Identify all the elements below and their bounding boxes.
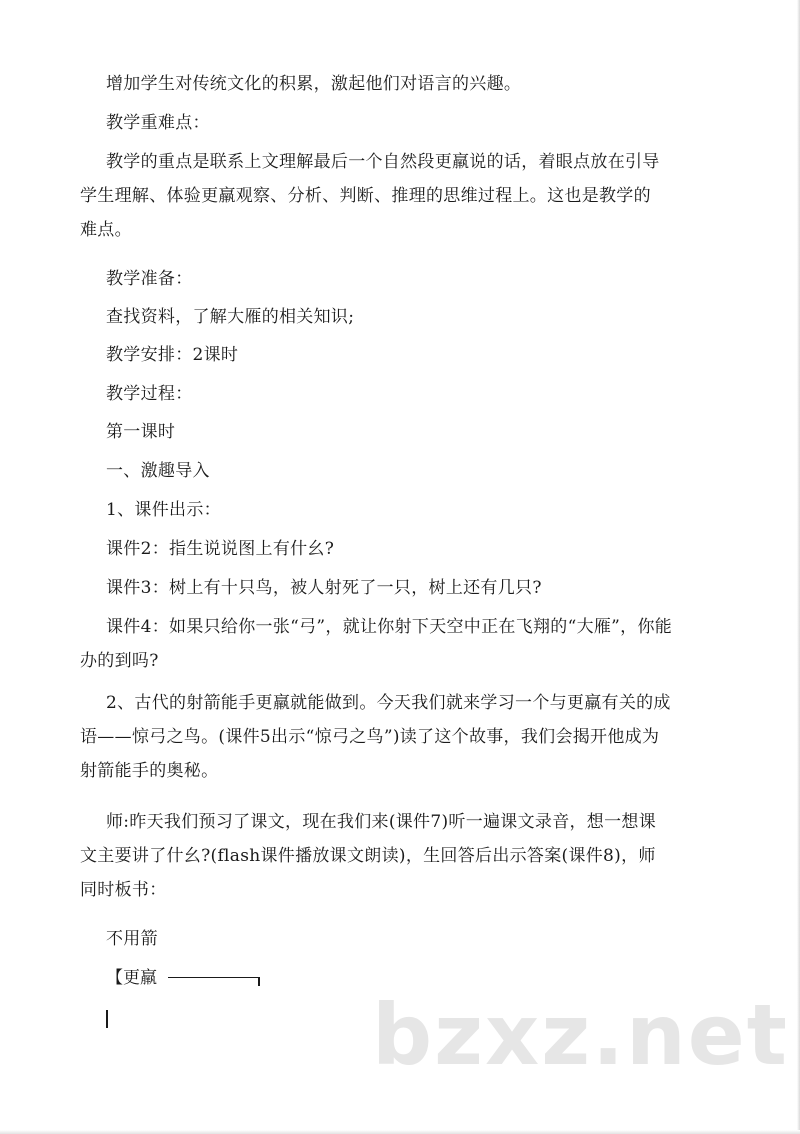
- text-line: 教学安排：2课时: [106, 345, 239, 365]
- paragraph-courseware-4: [80, 610, 706, 678]
- text-line: 2、古代的射箭能手更羸就能做到。今天我们就来学习一个与更羸有关的成: [106, 693, 671, 713]
- text-line: 教学的重点是联系上文理解最后一个自然段更羸说的话，着眼点放在引导: [106, 152, 660, 172]
- text-line: 射箭能手的奥秘。: [80, 761, 219, 781]
- blackboard-text: 不用箭: [106, 929, 158, 949]
- paragraph-archer: [80, 686, 706, 788]
- text-line: 文主要讲了什幺?(flash课件播放课文朗读)，生回答后出示答案(课件8)，师: [80, 846, 656, 866]
- section-heading-process: 教学过程：: [106, 384, 193, 404]
- section-heading-preparation: 教学准备：: [106, 269, 193, 289]
- text-line: 1、课件出示：: [106, 500, 221, 520]
- text-line: 课件4：如果只给你一张“弓”，就让你射下天空中正在飞翔的“大雁”，你能: [106, 617, 673, 637]
- text-line: 课件3：树上有十只鸟，被人射死了一只，树上还有几只?: [106, 578, 542, 598]
- blackboard-bracket-label: 【更羸: [106, 968, 157, 988]
- text-line: 查找资料，了解大雁的相关知识;: [106, 307, 355, 327]
- paragraph-key-points: [80, 145, 706, 247]
- watermark: bzxz.net: [372, 986, 789, 1084]
- section-heading-difficulties: 教学重难点：: [106, 113, 210, 133]
- paragraph-teacher: [80, 805, 706, 907]
- text-line: 难点。: [80, 220, 132, 240]
- text-line: 师:昨天我们预习了课文，现在我们来(课件7)听一遍课文录音，想一想课: [106, 812, 657, 832]
- section-heading-intro: 一、激趣导入: [106, 461, 210, 481]
- section-heading-lesson-one: 第一课时: [106, 422, 176, 442]
- page-bottom-shadow: [0, 1130, 800, 1134]
- text-line: 同时板书：: [80, 880, 167, 900]
- text-line: 语——惊弓之鸟。(课件5出示“惊弓之鸟”)读了这个故事，我们会揭开他成为: [80, 727, 660, 747]
- text-line: 课件2：指生说说图上有什幺?: [106, 539, 335, 559]
- vertical-bar: [106, 1010, 108, 1028]
- text-line: 办的到吗?: [80, 651, 159, 671]
- text-line: 增加学生对传统文化的积累，激起他们对语言的兴趣。: [106, 74, 522, 94]
- text-line: 学生理解、体验更羸观察、分析、判断、推理的思维过程上。这也是教学的: [80, 186, 651, 206]
- bracket-corner: [258, 977, 260, 986]
- bracket-line: [168, 977, 258, 978]
